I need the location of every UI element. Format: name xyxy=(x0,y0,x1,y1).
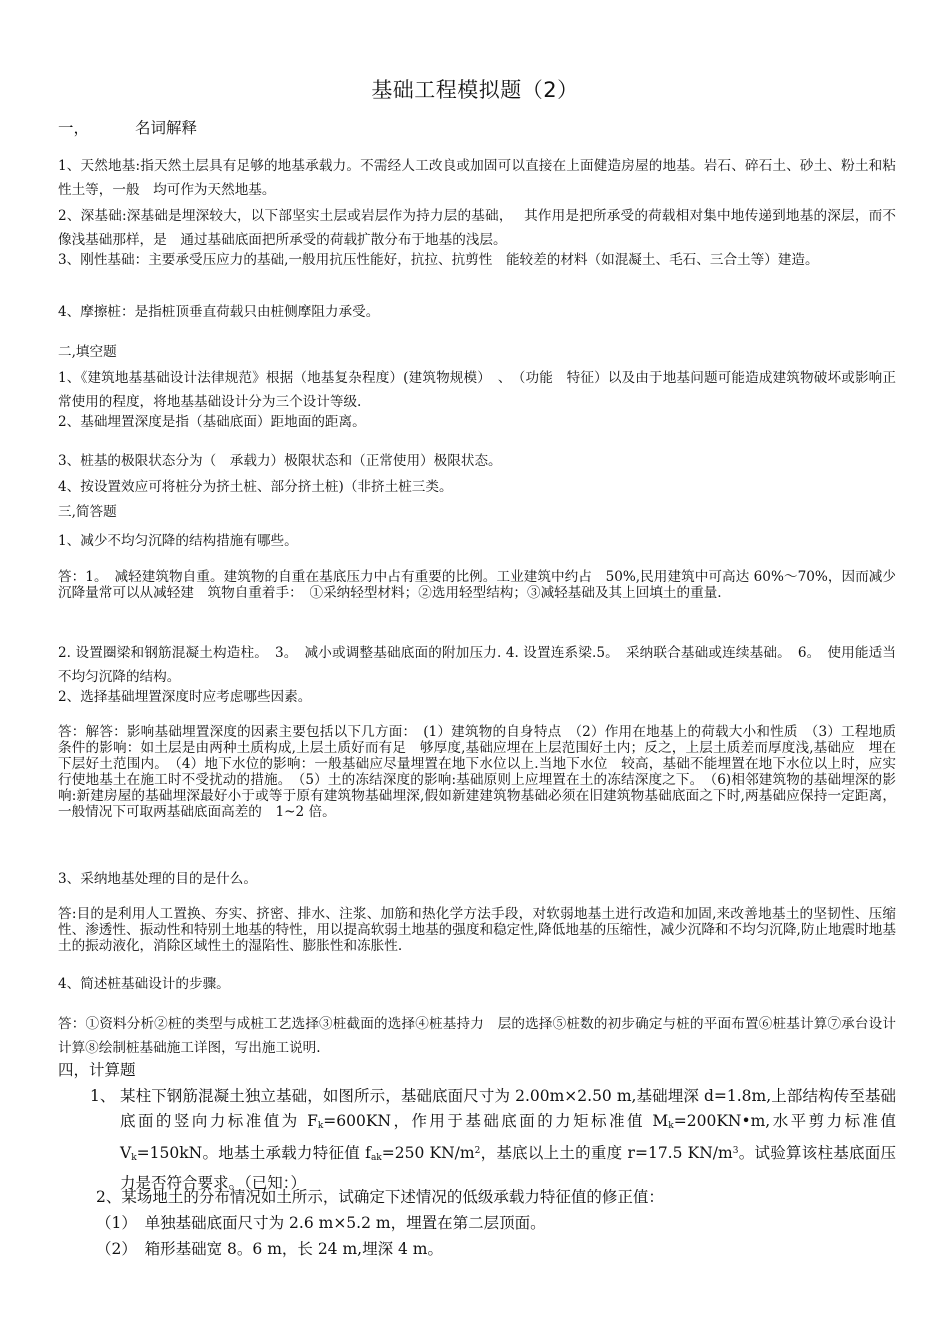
fill-blank-3: 3、桩基的极限状态分为（ 承载力）极限状态和（正常使用）极限状态。 xyxy=(58,453,502,469)
question-4: 4、简述桩基础设计的步骤。 xyxy=(58,976,230,992)
definition-rigid-foundation: 3、刚性基础：主要承受压应力的基础,一般用抗压性能好，抗拉、抗剪性 能较差的材料（如混凝土、毛石、三合土等）建造。 xyxy=(58,252,819,268)
definition-deep-foundation: 2、深基础:深基础是埋深较大，以下部坚实土层或岩层作为持力层的基础， 其作用是把所承受的荷载相对集中地传递到地基的深层，而不像浅基础那样，是 通过基础底面把所承受的荷载扩散分布于地基的浅层。 xyxy=(58,208,896,248)
subscript-k: k xyxy=(668,1121,674,1131)
fill-blank-1: 1、《建筑地基基础设计法律规范》根据（地基复杂程度）(建筑物规模） 、 （功能 特征）以及由于地基问题可能造成建筑物破坏或影响正常使用的程度，将地基基础设计分为三个设计等级. xyxy=(58,370,896,410)
superscript-2: 2 xyxy=(474,1146,481,1156)
problem-2-case-1: （1） 单独基础底面尺寸为 2.6 m×5.2 m，埋置在第二层顶面。 xyxy=(96,1214,546,1232)
problem-1-text-part: ，基底以上土的重度 r=17.5 KN/m xyxy=(480,1144,733,1162)
answer-4: 答：①资料分析②桩的类型与成桩工艺选择③桩截面的选择④桩基持力 层的选择⑤桩数的初步确定与桩的平面布置⑥桩基计算⑦承台设计计算⑧绘制桩基础施工详图，写出施工说明. xyxy=(58,1016,896,1056)
problem-1-text-part: =250 KN/m xyxy=(381,1144,475,1162)
problem-1-text-part: 某柱下钢筋混凝土独立基础，如图所示，基础底面尺寸为 2.00m×2.50 m,基础埋深 d=1.8m,上部结构传至基础底面的竖向力标准值为 F xyxy=(120,1087,896,1130)
problem-1-number: 1、 xyxy=(90,1087,116,1105)
section-2-heading: 二,填空题 xyxy=(58,344,117,360)
section-3-heading: 三,简答题 xyxy=(58,504,117,520)
answer-3: 答:目的是利用人工置换、夯实、挤密、排水、注浆、加筋和热化学方法手段，对软弱地基土进行改造和加固,来改善地基土的坚韧性、压缩性、渗透性、振动性和特别土地基的特性，用以提高软弱土地基的强度和稳定性,降低地基的压缩性，减少沉降和不均匀沉降,防止地震时地基土的振动液化，消除区域性土的湿陷性、膨胀性和冻胀性. xyxy=(58,906,896,954)
problem-1-text-part: =200KN•m,水平剪力标准值 V xyxy=(120,1112,897,1162)
section-1-heading xyxy=(58,116,197,138)
problem-2-case-2: （2） 箱形基础宽 8。6 m，长 24 m,埋深 4 m。 xyxy=(96,1240,444,1258)
document-title: 基础工程模拟题（2） xyxy=(371,78,579,102)
fill-blank-4: 4、按设置效应可将桩分为挤土桩、部分挤土桩)（非挤土桩三类。 xyxy=(58,479,453,495)
problem-1-text-part: 。试验算该柱基底面压力是否符合要求。（已知：） xyxy=(120,1144,897,1192)
problem-1-text xyxy=(120,1084,896,1196)
subscript-k: k xyxy=(131,1153,137,1163)
subscript-k: k xyxy=(317,1121,324,1131)
fill-blank-2: 2、基础埋置深度是指（基础底面）距地面的距离。 xyxy=(58,414,366,430)
question-3: 3、采纳地基处理的目的是什么。 xyxy=(58,871,257,887)
definition-friction-pile: 4、摩擦桩：是指桩顶垂直荷载只由桩侧摩阻力承受。 xyxy=(58,304,380,320)
answer-1-part-a: 答：1。 减轻建筑物自重。建筑物的自重在基底压力中占有重要的比例。工业建筑中约占 50%,民用建筑中可高达 60%～70%，因而减少沉降量常可以从减轻建 筑物自重着手： ①采纳轻型材料；②选用轻型结构；③减轻基础及其上回填土的重量. xyxy=(58,569,896,601)
section-1-number: 一， xyxy=(58,119,90,137)
superscript-3: 3 xyxy=(732,1146,739,1156)
calculation-problem-1 xyxy=(90,1084,896,1196)
definition-natural-foundation: 1、天然地基:指天然土层具有足够的地基承载力。不需经人工改良或加固可以直接在上面健造房屋的地基。岩石、碎石土、砂土、粉土和粘性土等，一般 均可作为天然地基。 xyxy=(58,158,896,198)
answer-2: 答：解答：影响基础埋置深度的因素主要包括以下几方面： (1）建筑物的自身特点 （2）作用在地基上的荷载大小和性质 （3）工程地质条件的影响：如土层是由两种土质构成,上层土质好而有足 够厚度,基础应埋在上层范围好土内；反之，上层土质差而厚度浅,基础应 埋在下层好土范围内。 （4）地下水位的影响：一般基础应尽量埋置在地下水位以上.当地下水位 较高，基础不能埋置在地下水位以上时，应实行使地基土在施工时不受扰动的措施。 （5）土的冻结深度的影响:基础原则上应埋置在土的冻结深度之下。 （6)相邻建筑物的基础埋深的影响:新建房屋的基础埋深最好小于或等于原有建筑物基础埋深,假如新建建筑物基础必须在旧建筑物基础底面之下时,两基础应保持一定距离，一般情况下可取两基础底面高差的 1~2 倍。 xyxy=(58,724,896,820)
calculation-problem-2: 2、某场地土的分布情况如土所示，试确定下述情况的低级承载力特征值的修正值： xyxy=(96,1188,664,1206)
subscript-ak: ak xyxy=(370,1153,382,1163)
section-4-heading: 四，计算题 xyxy=(58,1061,136,1079)
question-1: 1、减少不均匀沉降的结构措施有哪些。 xyxy=(58,533,298,549)
answer-1-part-b: 2. 设置圈梁和钢筋混凝土构造柱。 3。 减小或调整基础底面的附加压力. 4. 设置连系梁.5。 采纳联合基础或连续基础。 6。 使用能适当不均匀沉降的结构。 xyxy=(58,645,896,685)
problem-1-text-part: =150kN。地基土承载力特征值 f xyxy=(136,1144,371,1162)
section-1-title: 名词解释 xyxy=(135,119,198,137)
problem-1-text-part: =600KN，作用于基础底面的力矩标准值 M xyxy=(323,1112,669,1130)
question-2: 2、选择基础埋置深度时应考虑哪些因素。 xyxy=(58,689,312,705)
